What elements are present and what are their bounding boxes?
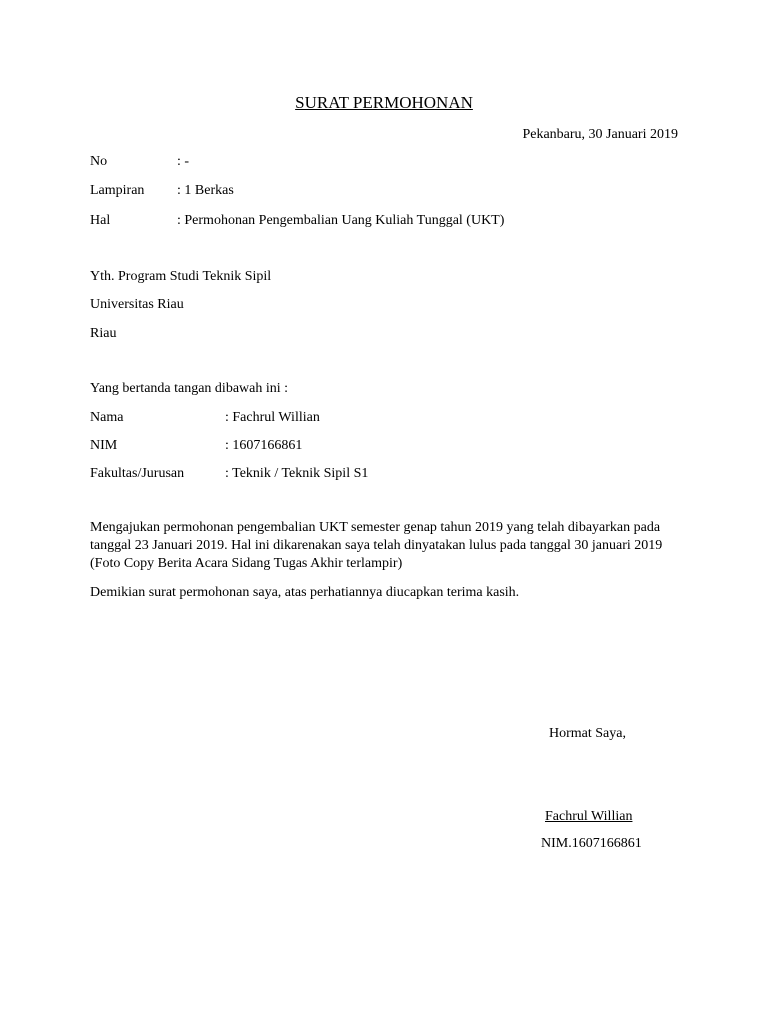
signer-name: Fachrul Willian (545, 809, 633, 824)
field-value-hal: : Permohonan Pengembalian Uang Kuliah Tunggal (UKT) (177, 213, 505, 228)
recipient-line-3: Riau (90, 326, 117, 341)
field-label-lampiran: Lampiran (90, 183, 145, 198)
field-value-no: : - (177, 154, 190, 169)
recipient-line-1: Yth. Program Studi Teknik Sipil (90, 269, 272, 284)
field-value-nama: : Fachrul Willian (225, 410, 320, 425)
field-value-fakultas: : Teknik / Teknik Sipil S1 (225, 466, 369, 481)
closing-greeting: Hormat Saya, (549, 726, 626, 741)
body-line-2: tanggal 23 Januari 2019. Hal ini dikarenakan saya telah dinyatakan lulus pada tanggal 30 januari 2019 (90, 538, 663, 553)
field-label-hal: Hal (90, 213, 111, 228)
field-label-no: No (90, 154, 108, 169)
body-line-1: Mengajukan permohonan pengembalian UKT semester genap tahun 2019 yang telah dibayarkan pada (90, 520, 661, 535)
closing-sentence: Demikian surat permohonan saya, atas perhatiannya diucapkan terima kasih. (90, 585, 520, 600)
body-line-3: (Foto Copy Berita Acara Sidang Tugas Akhir terlampir) (90, 556, 403, 571)
field-label-fakultas: Fakultas/Jurusan (90, 466, 185, 481)
field-value-lampiran: : 1 Berkas (177, 183, 234, 198)
recipient-line-2: Universitas Riau (90, 297, 184, 312)
field-label-nama: Nama (90, 410, 124, 425)
signer-nim: NIM.1607166861 (541, 836, 642, 851)
place-date: Pekanbaru, 30 Januari 2019 (522, 127, 678, 142)
field-value-nim: : 1607166861 (225, 438, 303, 453)
field-label-nim: NIM (90, 438, 118, 453)
letter-title: SURAT PERMOHONAN (295, 93, 473, 112)
intro-text: Yang bertanda tangan dibawah ini : (90, 381, 289, 396)
